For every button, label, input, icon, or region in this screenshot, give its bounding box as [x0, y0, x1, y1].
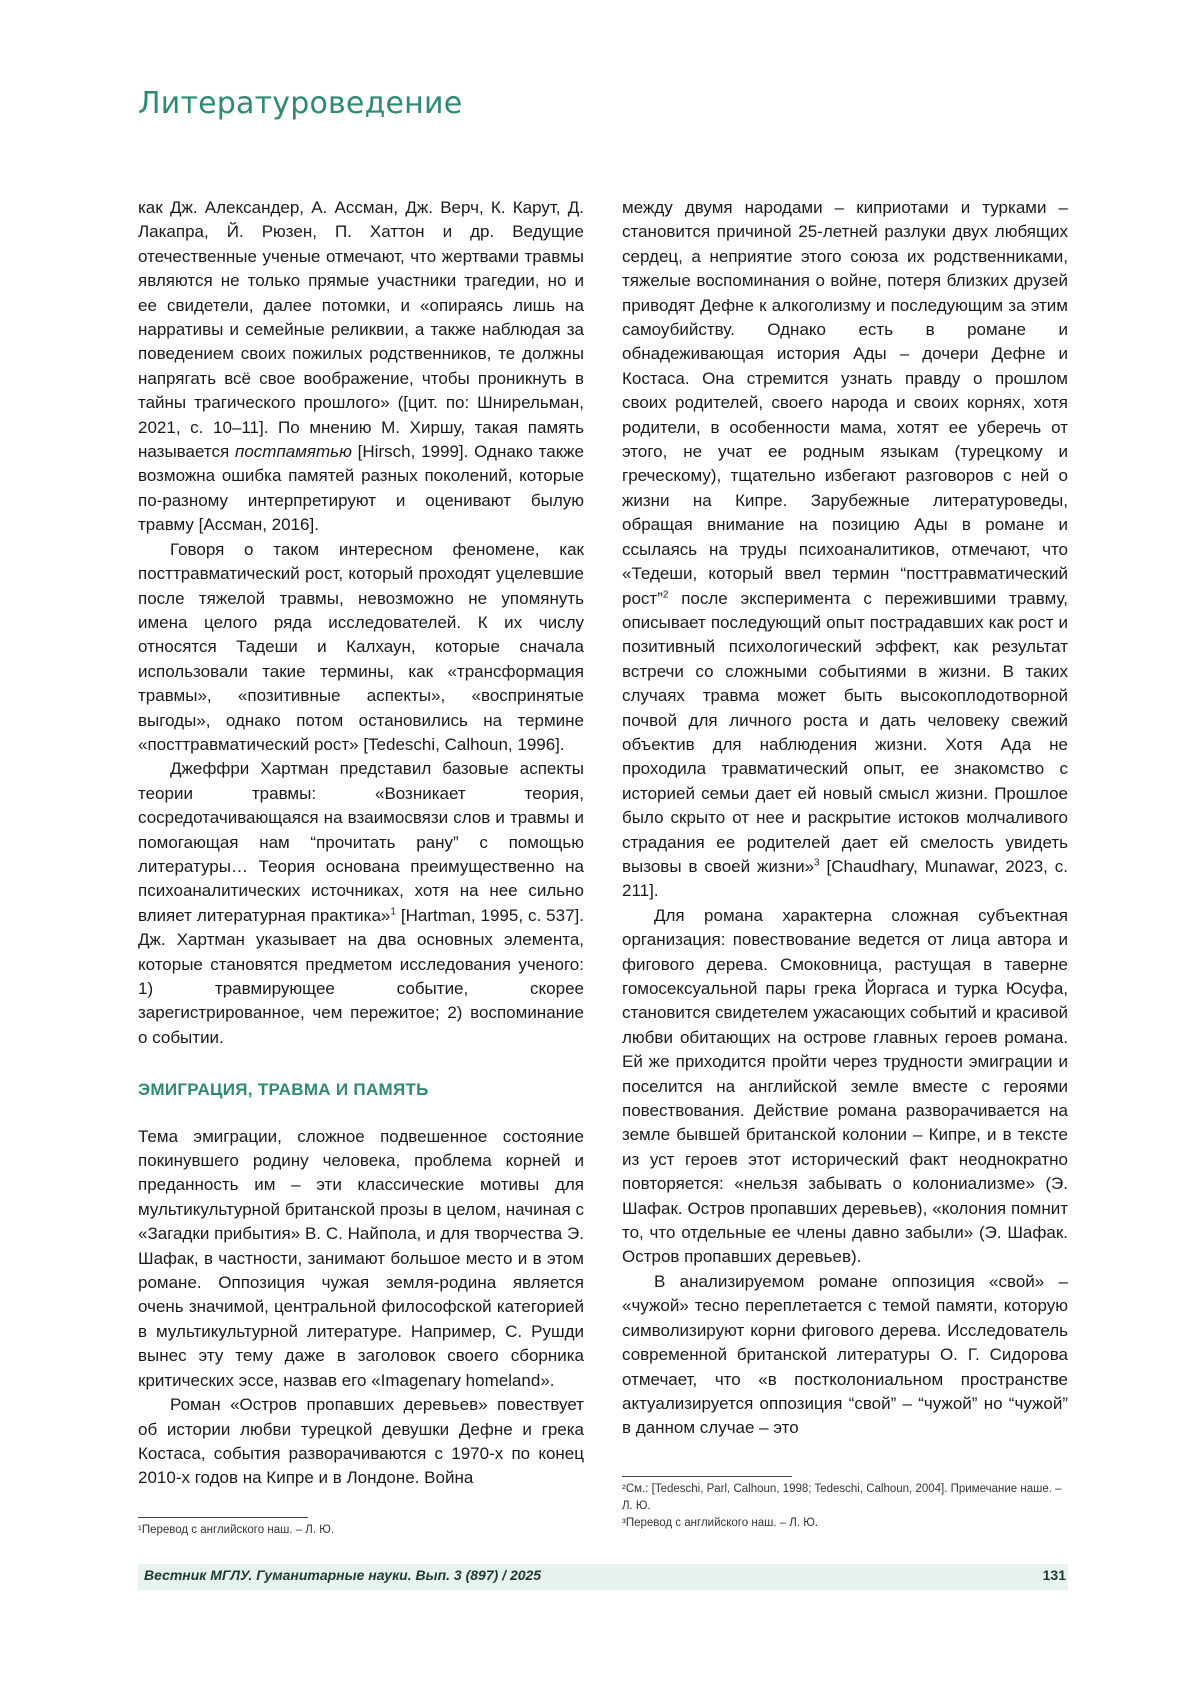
- paragraph-text: между двумя народами – киприотами и турками – становится причиной 25-летней разлуки двух любящих сердец, а неприятие этого союза их родственниками, тяжелые воспоминания о войне, потеря близких друзей приводят Дефне к алкоголизму и последующим за этим самоубийству. Однако есть в романе и обнадеживающая история Ады – дочери Дефне и Костаса. Она стремится узнать правду о прошлом своих родителей, своего народа и своих корнях, хотя родители, в особенности мама, хотят ее уберечь от этого, не учат ее родным языкам (турецкому и греческому), тщательно избегают разговоров с ней о жизни на Кипре. Зарубежные литературоведы, обращая внимание на позицию Ады в романе и ссылаясь на труды психоаналитиков, отмечают, что «Тедеши, который ввел термин “посттравматический рост”: [622, 198, 1068, 608]
- paragraph: Роман «Остров пропавших деревьев» повествует об истории любви турецкой девушки Дефне и грека Костаса, события разворачиваются с 1970-х по конец 2010-х годов на Кипре и в Лондоне. Война: [138, 1395, 584, 1488]
- paragraph: [138, 757, 584, 1050]
- paragraph: В анализируемом романе оппозиция «свой» – «чужой» тесно переплетается с темой памяти, которую символизируют корни фигового дерева. Исследователь современной британской литературы О. Г. Сидорова отмечает, что «в постколониальном пространстве актуализируется оппозиция “свой” – “чужой” но “чужой” в данном случае – это: [622, 1271, 1068, 1438]
- paragraph: Для романа характерна сложная субъектная организация: повествование ведется от лица автора и фигового дерева. Смоковница, растущая в таверне гомосексуальной пары грека Йоргаса и турка Юсуфа, становится свидетелем ужасающих событий и красивой любви обитающих на острове главных героев романа. Ей же приходится пройти через трудности эмиграции и поселится на английской земле вместе с героями повествования. Действие романа разворачивается на земле бывшей британской колонии – Кипре, и в тексте из уст героев этот исторический факт неоднократно повторяется: «нельзя забывать о колониализме» (Э. Шафак. Остров пропавших деревьев), «колония помнит то, что отдельные ее члены давно забыли» (Э. Шафак. Остров пропавших деревьев).: [622, 905, 1068, 1267]
- page-number: 131: [1042, 1567, 1066, 1583]
- footnote-divider: [622, 1476, 792, 1477]
- section-title: Литературоведение: [138, 86, 463, 121]
- paragraph: [138, 196, 584, 538]
- paragraph-text: [Chaudhary, Munawar, 2023, с. 211].: [622, 856, 1068, 901]
- footnote-ref: 2: [662, 588, 669, 600]
- journal-title: Вестник МГЛУ. Гуманитарные науки. Вып. 3 (897) / 2025: [144, 1567, 542, 1583]
- paragraph: Тема эмиграции, сложное подвешенное состояние покинувшего родину человека, проблема корней и преданность им – эти классические мотивы для мультикультурной британской прозы в целом, начиная с «Загадки прибытия» В. С. Найпола, и для творчества Э. Шафак, в частности, занимают большое место и в этом романе. Оппозиция чужая земля-родина является очень значимой, центральной философской категорией в мультикультурной литературе. Например, С. Рушди вынес эту тему даже в заголовок своего сборника критических эссе, назвав его «Imagenary homeland».: [138, 1126, 584, 1390]
- footnote: ³Перевод с английского наш. – Л. Ю.: [622, 1517, 819, 1529]
- paragraph-text: как Дж. Александер, А. Ассман, Дж. Верч, К. Карут, Д. Лакапра, Й. Рюзен, П. Хаттон и др. Ведущие отечественные ученые отмечают, что жертвами травмы являются не только прямые участники трагедии, но и ее свидетели, далее потомки, и «опираясь лишь на нарративы и семейные реликвии, а также наблюдая за поведением своих пожилых родственников, те должны напрягать всё свое воображение, чтобы проникнуть в тайны трагического прошлого» ([цит. по: Шнирельман, 2021, с. 10–11]. По мнению М. Хиршу, такая память называется: [138, 198, 584, 462]
- footnote: ¹Перевод с английского наш. – Л. Ю.: [138, 1524, 335, 1536]
- footnote-ref: 3: [814, 857, 820, 869]
- paragraph-text: после эксперимента с пережившими травму, описывает последующий опыт пострадавших как рост и позитивный психологический эффект, как результат встречи со сложными событиями в жизни. В таких случаях травма может быть высокоплодотворной почвой для личного роста и дать человеку свежий объектив для наблюдения жизни. Хотя Ада не проходила травматический опыт, ее знакомство с историей семьи дает ей новый смысл жизни. Прошлое было скрыто от нее и раскрытие истоков молчаливого страдания ее родителей дает ей смелость увидеть вызовы в своей жизни»: [622, 588, 1068, 876]
- footnote: ²См.: [Tedeschi, Parl, Calhoun, 1998; Tedeschi, Calhoun, 2004]. Примечание наше. – Л. Ю.: [622, 1483, 1062, 1512]
- footnote-divider: [138, 1517, 308, 1518]
- paragraph-text: [Hirsch, 1999]. Однако также возможна ошибка памятей разных поколений, которые по-разному интерпретируют и оценивают былую травму [Ассман, 2016].: [138, 442, 584, 535]
- footnote-ref: 1: [390, 906, 396, 918]
- paragraph: [622, 196, 1068, 904]
- paragraph-text: [Hartman, 1995, с. 537]. Дж. Хартман указывает на два основных элемента, которые становятся предметом исследования ученого: 1) травмирующее событие, скорее зарегистрированное, чем пережитое; 2) воспоминание о событии.: [138, 905, 584, 1047]
- emphasis-term: постпамятью: [234, 442, 352, 462]
- paragraph: Говоря о таком интересном феномене, как посттравматический рост, который проходят уцелевшие после тяжелой травмы, невозможно не упомянуть имена целого ряда исследователей. К их числу относятся Тадеши и Калхаун, которые сначала использовали такие термины, как «трансформация травмы», «позитивные аспекты», «воспринятые выгоды», однако потом остановились на термине «посттравматический рост» [Tedeschi, Calhoun, 1996].: [138, 539, 584, 754]
- left-column: [138, 196, 584, 1491]
- footnotes-left: [138, 1515, 584, 1539]
- right-column: [622, 196, 1068, 1441]
- footnotes-right: [622, 1474, 1068, 1532]
- paragraph-text: Джеффри Хартман представил базовые аспекты теории травмы: «Возникает теория, сосредотачивающаяся на взаимосвязи слов и травмы и помогающая нам “прочитать рану” с помощью литературы… Теория основана преимущественно на психоаналитических источниках, хотя на нее сильно влияет литературная практика»: [138, 759, 584, 925]
- subsection-heading: ЭМИГРАЦИЯ, ТРАВМА И ПАМЯТЬ: [138, 1080, 429, 1100]
